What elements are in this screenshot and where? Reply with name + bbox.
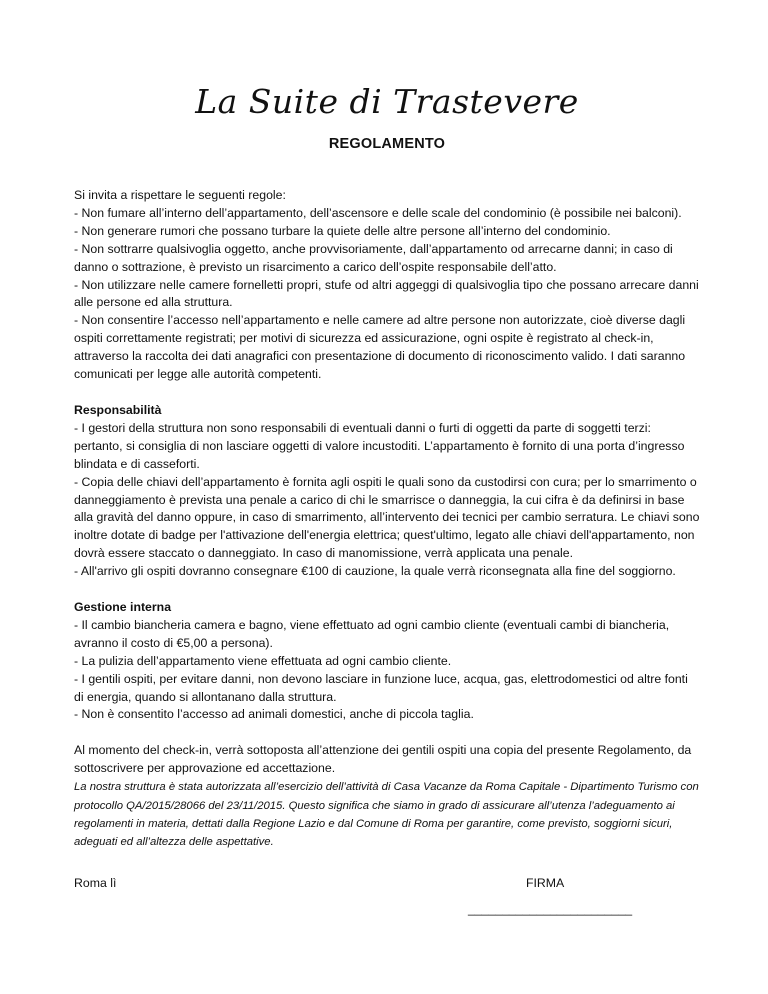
- closing-paragraph: Al momento del check-in, verrà sottoposta all’attenzione dei gentili ospiti una copia del presente Regolamento, da sottoscrivere per approvazione ed accettazione.: [74, 743, 692, 776]
- gestione-heading: Gestione interna: [74, 600, 172, 615]
- responsabilita-heading: Responsabilità: [74, 402, 162, 417]
- gestione-line: - La pulizia dell’appartamento viene effettuata ad ogni cambio cliente.: [74, 653, 452, 668]
- place-date-label: Roma lì: [74, 876, 117, 890]
- responsabilita-section: [74, 402, 700, 581]
- gestione-line: - I gentili ospiti, per evitare danni, non devono lasciare in funzione luce, acqua, gas, elettrodomestici od altre fonti di energia, quando si allontanano dalla struttura.: [74, 671, 688, 704]
- document-subtitle: REGOLAMENTO: [328, 136, 446, 152]
- intro-line: - Non generare rumori che possano turbare la quiete delle altre persone all’interno del condominio.: [74, 223, 611, 238]
- document-title: La Suite di Trastevere: [195, 82, 579, 121]
- gestione-section: [74, 599, 700, 724]
- intro-line: - Non consentire l’accesso nell’appartamento e nelle camere ad altre persone non autorizzate, cioè diverse dagli ospiti correttamente registrati; per motivi di sicurezza ed assicurazione, ogni ospite è registrato al check-in, attraverso la raccolta dei dati anagrafici con presentazione di documento di riconoscimento valido. I dati saranno comunicati per legge alle autorità competenti.: [74, 313, 686, 382]
- responsabilita-line: - Copia delle chiavi dell’appartamento è fornita agli ospiti le quali sono da custodirsi con cura; per lo smarrimento o danneggiamento è prevista una penale a carico di chi le smarrisce o danneggia, la cui cifra è da definirsi in base alla gravità del danno oppure, in caso di smarrimento, all’intervento dei tecnici per cambio serratura. Le chiavi sono inoltre dotate di badge per l'attivazione dell'energia elettrica; quest'ultimo, legato alle chiavi dell'appartamento, non dovrà essere staccato o danneggiato. In caso di manomissione, verrà applicata una penale.: [74, 474, 700, 561]
- gestione-line: - Il cambio biancheria camera e bagno, viene effettuato ad ogni cambio cliente (eventuali cambi di biancheria, avranno il costo di €5,00 a persona).: [74, 617, 670, 650]
- document-body: [74, 187, 700, 852]
- intro-line: - Non sottrarre qualsivoglia oggetto, anche provvisoriamente, dall’appartamento od arrecarne danni; in caso di danno o sottrazione, è previsto un risarcimento a carico dell’ospite responsabile dell’atto.: [74, 241, 673, 274]
- legal-notice: La nostra struttura è stata autorizzata all’esercizio dell’attività di Casa Vacanze da Roma Capitale - Dipartimento Turismo con protocollo QA/2015/28066 del 23/11/2015. Questo significa che siamo in grado di assicurare all’utenza l’adeguamento ai regolamenti in materia, dettati dalla Regione Lazio e dal Comune di Roma per garantire, come previsto, soggiorni sicuri, adeguati ed all’altezza delle aspettative.: [74, 781, 699, 849]
- signature-line: ________________________: [468, 902, 633, 916]
- responsabilita-line: - I gestori della struttura non sono responsabili di eventuali danni o furti di oggetti da parte di soggetti terzi: pertanto, si consiglia di non lasciare oggetti di valore incustoditi. L’appartamento è fornito di una porta d’ingresso blindata e di casseforti.: [74, 420, 685, 471]
- responsabilita-line: - All'arrivo gli ospiti dovranno consegnare €100 di cauzione, la quale verrà riconsegnata alla fine del soggiorno.: [74, 564, 676, 579]
- intro-line: - Non utilizzare nelle camere fornelletti propri, stufe od altri aggeggi di qualsivoglia tipo che possano arrecare danni alle persone ed alla struttura.: [74, 277, 699, 310]
- signature-label: FIRMA: [526, 876, 565, 890]
- gestione-line: - Non è consentito l’accesso ad animali domestici, anche di piccola taglia.: [74, 707, 474, 722]
- intro-line: Si invita a rispettare le seguenti regole:: [74, 188, 286, 202]
- intro-section: [74, 187, 700, 384]
- intro-line: - Non fumare all’interno dell’appartamento, dell’ascensore e delle scale del condominio (è possibile nei balconi).: [74, 205, 682, 220]
